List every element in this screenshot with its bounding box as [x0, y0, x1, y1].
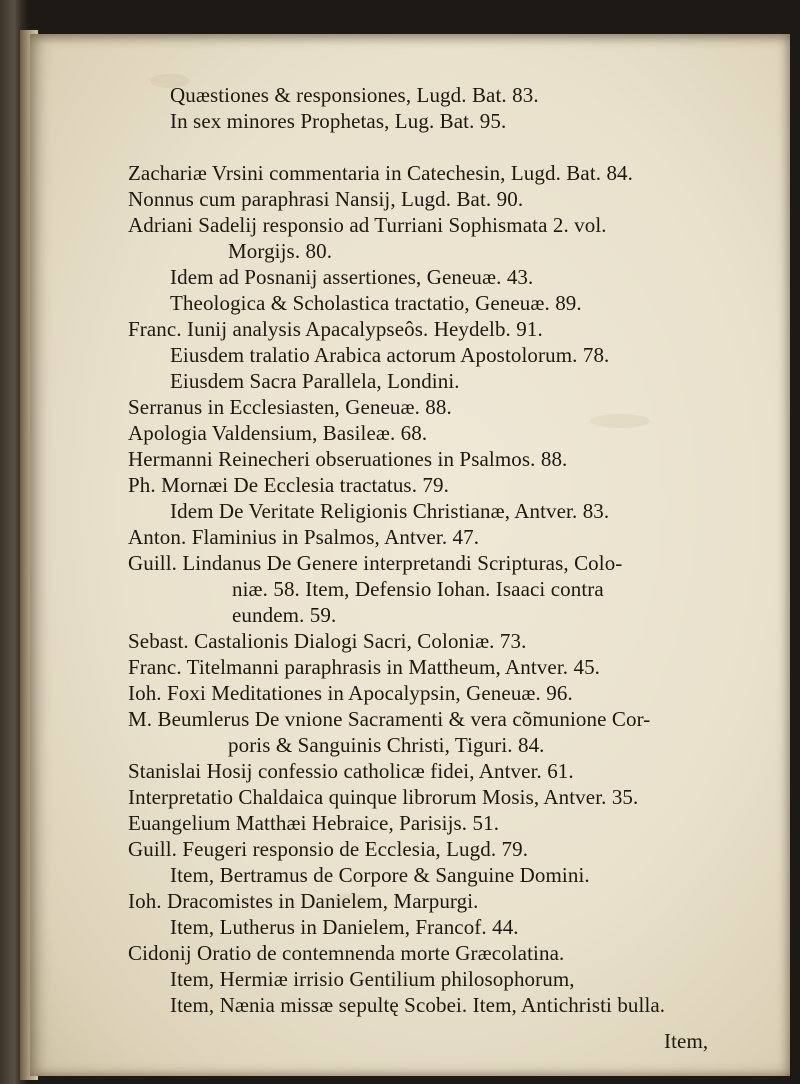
- text-line: Zachariæ Vrsini commentaria in Catechesin, Lugd. Bat. 84.: [128, 161, 634, 185]
- text-line: Idem ad Posnanij assertiones, Geneuæ. 43.: [170, 265, 534, 289]
- text-line: In sex minores Prophetas, Lug. Bat. 95.: [170, 109, 507, 133]
- text-line: poris & Sanguinis Christi, Tiguri. 84.: [228, 733, 545, 757]
- text-line: Hermanni Reinecheri obseruationes in Psalmos. 88.: [128, 447, 568, 471]
- catchword: Item,: [664, 1029, 709, 1053]
- text-line: Apologia Valdensium, Basileæ. 68.: [128, 421, 428, 445]
- text-line: Idem De Veritate Religionis Christianæ, Antver. 83.: [170, 499, 610, 523]
- text-line: Item, Nænia missæ sepultę Scobei. Item, Antichristi bulla.: [170, 993, 666, 1017]
- text-line: Theologica & Scholastica tractatio, Geneuæ. 89.: [170, 291, 582, 315]
- text-line: Guill. Lindanus De Genere interpretandi Scripturas, Colo-: [128, 551, 623, 575]
- text-line: Stanislai Hosij confessio catholicæ fidei, Antver. 61.: [128, 759, 574, 783]
- text-line: Guill. Feugeri responsio de Ecclesia, Lugd. 79.: [128, 837, 529, 861]
- text-line: Interpretatio Chaldaica quinque librorum Mosis, Antver. 35.: [128, 785, 639, 809]
- text-line: Ioh. Foxi Meditationes in Apocalypsin, Geneuæ. 96.: [128, 681, 573, 705]
- text-line: Euangelium Matthæi Hebraice, Parisijs. 51.: [128, 811, 500, 835]
- text-line: M. Beumlerus De vnione Sacramenti & vera cõmunione Cor-: [128, 707, 651, 731]
- text-line: Eiusdem Sacra Parallela, Londini.: [170, 369, 460, 393]
- text-line: Franc. Titelmanni paraphrasis in Mattheum, Antver. 45.: [128, 655, 601, 679]
- text-line: Morgijs. 80.: [228, 239, 333, 263]
- text-line: Item, Hermiæ irrisio Gentilium philosophorum,: [170, 967, 575, 991]
- text-line: Item, Bertramus de Corpore & Sanguine Domini.: [170, 863, 590, 887]
- text-line: Franc. Iunij analysis Apacalypseôs. Heydelb. 91.: [128, 317, 543, 341]
- text-line: eundem. 59.: [232, 603, 337, 627]
- text-line: Adriani Sadelij responsio ad Turriani Sophismata 2. vol.: [128, 213, 607, 237]
- text-line: Serranus in Ecclesiasten, Geneuæ. 88.: [128, 395, 452, 419]
- text-line: Sebast. Castalionis Dialogi Sacri, Coloniæ. 73.: [128, 629, 527, 653]
- text-line: Ioh. Dracomistes in Danielem, Marpurgi.: [128, 889, 479, 913]
- text-line: Cidonij Oratio de contemnenda morte Græcolatina.: [128, 941, 565, 965]
- text-line: Anton. Flaminius in Psalmos, Antver. 47.: [128, 525, 480, 549]
- text-line: Quæstiones & responsiones, Lugd. Bat. 83.: [170, 83, 539, 107]
- text-line: Ph. Mornæi De Ecclesia tractatus. 79.: [128, 473, 449, 497]
- text-line: Nonnus cum paraphrasi Nansij, Lugd. Bat. 90.: [128, 187, 524, 211]
- text-line: Item, Lutherus in Danielem, Francof. 44.: [170, 915, 519, 939]
- text-line: Eiusdem tralatio Arabica actorum Apostolorum. 78.: [170, 343, 610, 367]
- text-line: niæ. 58. Item, Defensio Iohan. Isaaci contra: [232, 577, 604, 601]
